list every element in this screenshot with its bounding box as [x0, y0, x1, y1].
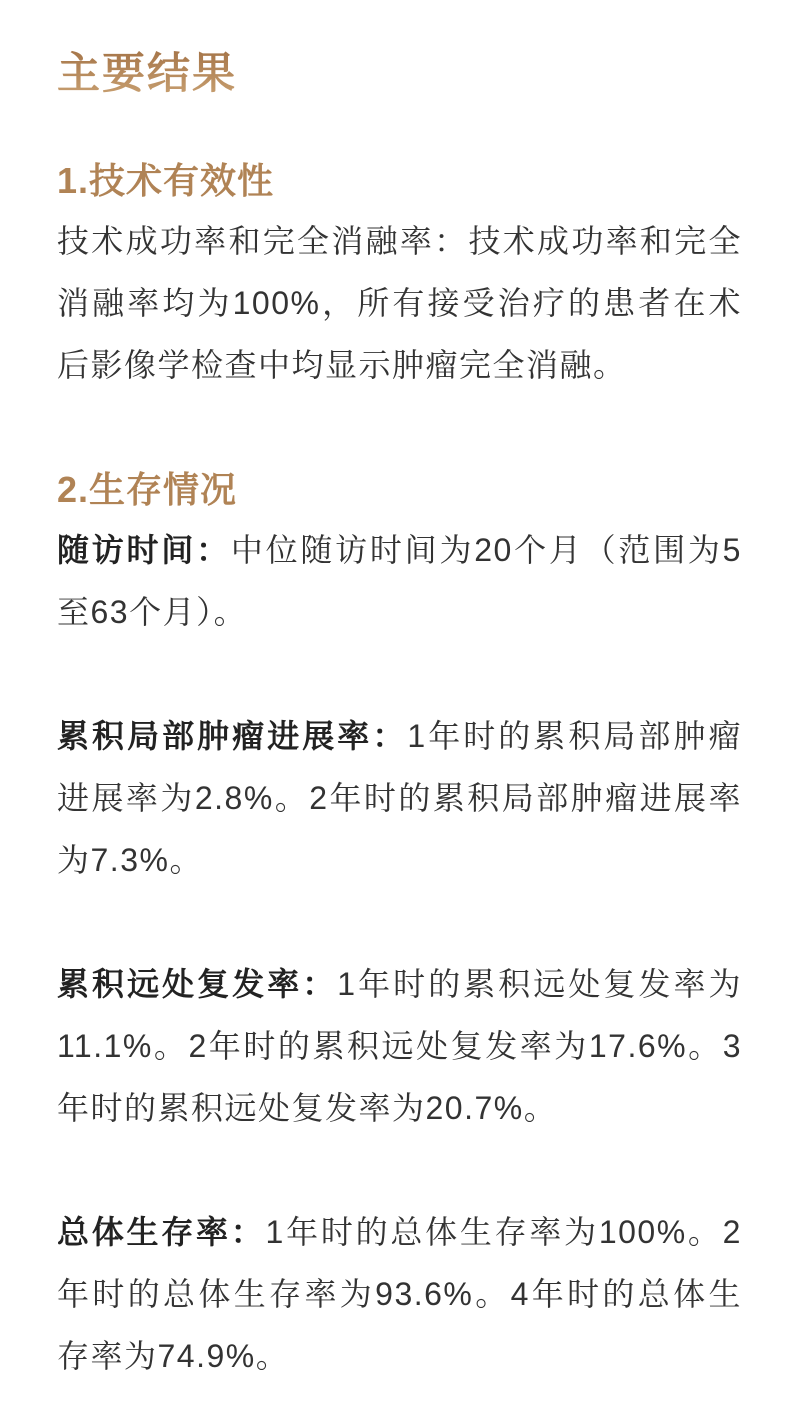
paragraph-text: 1年时的累积局部肿瘤进展率为2.8%。2年时的累积局部肿瘤进展率为7.3%。: [57, 718, 742, 878]
paragraph-distant-recurrence: [57, 953, 742, 1139]
paragraph-ablation-success: [57, 210, 742, 396]
section-survival: [57, 466, 742, 1387]
paragraph-lead: 总体生存率：: [57, 1214, 266, 1250]
paragraph-lead: 随访时间：: [57, 532, 231, 568]
paragraph-lead: 累积远处复发率：: [57, 966, 338, 1002]
paragraph-text: 1年时的累积远处复发率为11.1%。2年时的累积远处复发率为17.6%。3年时的累积远处复发率为20.7%。: [57, 966, 742, 1126]
section-heading-technical-efficacy: 1.技术有效性: [57, 160, 275, 201]
page-title: 主要结果: [57, 48, 742, 101]
paragraph-text: 中位随访时间为20个月（范围为5至63个月）。: [57, 532, 742, 630]
paragraph-lead: 累积局部肿瘤进展率：: [57, 718, 408, 754]
article-page: [57, 48, 742, 1387]
paragraph-text: 技术成功率和完全消融率：技术成功率和完全消融率均为100%，所有接受治疗的患者在术后影像学检查中均显示肿瘤完全消融。: [57, 223, 742, 383]
paragraph-local-tumor-progression: [57, 705, 742, 891]
section-technical-efficacy: [57, 157, 742, 396]
paragraph-followup-time: [57, 519, 742, 643]
section-heading-survival: 2.生存情况: [57, 469, 238, 510]
paragraph-overall-survival: [57, 1201, 742, 1387]
paragraph-text: 1年时的总体生存率为100%。2年时的总体生存率为93.6%。4年时的总体生存率为74.9%。: [57, 1214, 742, 1374]
